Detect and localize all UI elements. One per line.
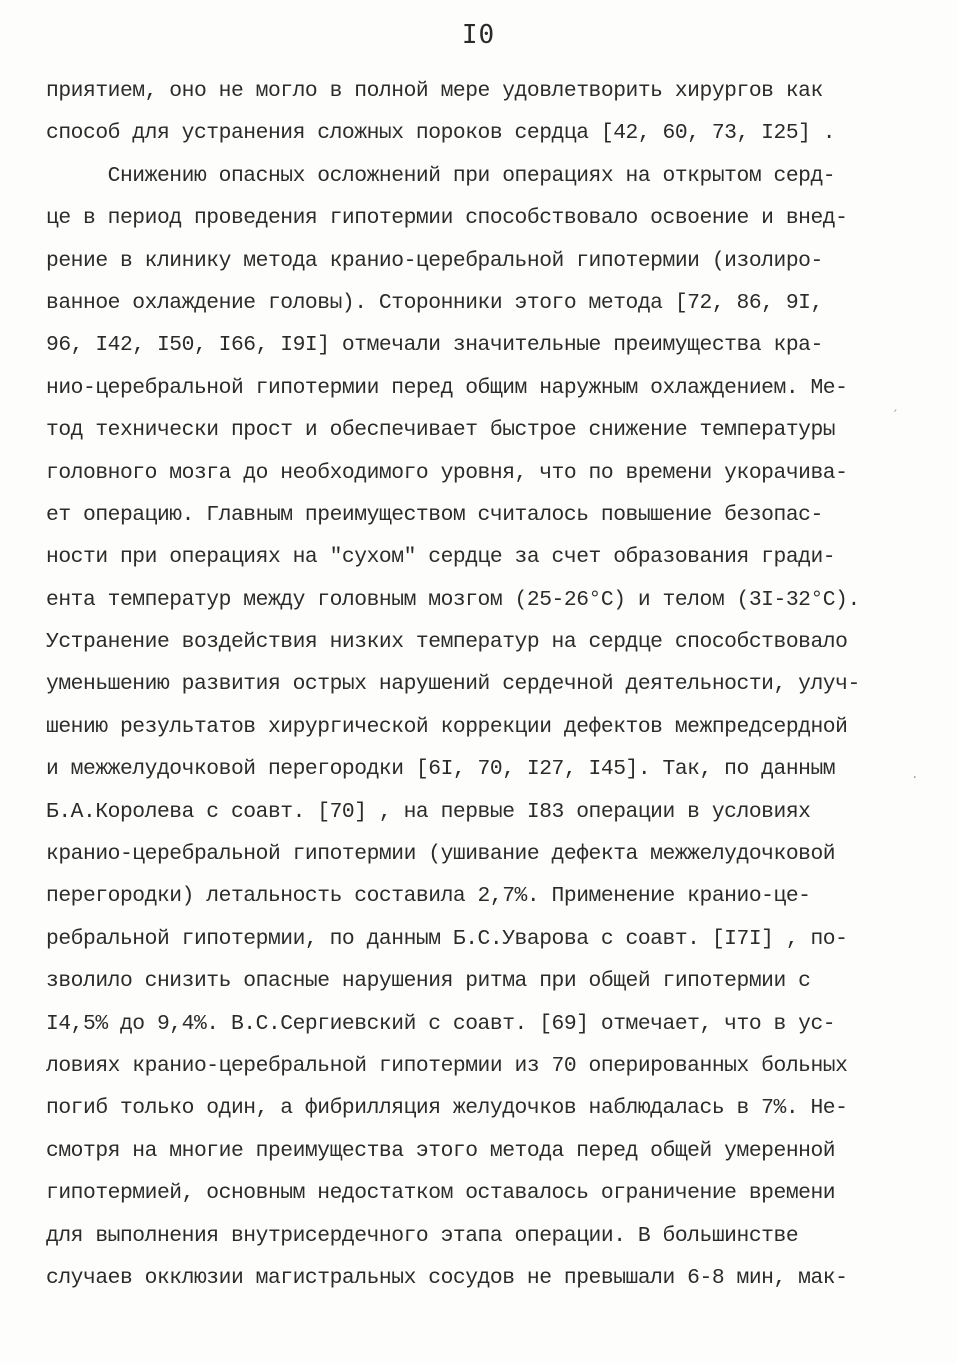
text-line: погиб только один, а фибрилляция желудочков наблюдалась в 7%. Не- [46, 1096, 848, 1121]
text-line: уменьшению развития острых нарушений сердечной деятельности, улуч- [46, 672, 860, 697]
text-line: нио-церебральной гипотермии перед общим наружным охлаждением. Ме- [46, 375, 848, 400]
text-line: ванное охлаждение головы). Сторонники этого метода [72, 86, 9I, [46, 290, 823, 315]
text-line: способ для устранения сложных пороков сердца [42, 60, 73, I25] . [46, 121, 836, 146]
text-line: ловиях кранио-церебральной гипотермии из 70 оперированных больных [46, 1053, 848, 1078]
text-line: Б.А.Королева с соавт. [70] , на первые I83 операции в условиях [46, 799, 811, 824]
text-line: ет операцию. Главным преимуществом считалось повышение безопас- [46, 502, 823, 527]
text-line: кранио-церебральной гипотермии (ушивание дефекта межжелудочковой [46, 842, 836, 867]
text-line: и межжелудочковой перегородки [6I, 70, I27, I45]. Так, по данным [46, 757, 836, 782]
text-line: для выполнения внутрисердечного этапа операции. В большинстве [46, 1223, 799, 1248]
text-line: Снижению опасных осложнений при операциях на открытом серд- [46, 163, 836, 188]
text-line: головного мозга до необходимого уровня, что по времени укорачива- [46, 460, 848, 485]
text-line: ности при операциях на "сухом" сердце за счет образования гради- [46, 545, 836, 570]
text-line: Устранение воздействия низких температур на сердце способствовало [46, 630, 848, 655]
text-line: смотря на многие преимущества этого метода перед общей умеренной [46, 1138, 836, 1163]
text-line: приятием, оно не могло в полной мере удовлетворить хирургов как [46, 79, 823, 103]
text-line: гипотермией, основным недостатком оставалось ограничение времени [46, 1181, 836, 1206]
page-number: I0 [461, 20, 496, 50]
text-line: шению результатов хирургической коррекции дефектов межпредсердной [46, 714, 848, 739]
text-line: тод технически прост и обеспечивает быстрое снижение температуры [46, 418, 836, 443]
text-line: перегородки) летальность составила 2,7%. Применение кранио-це- [46, 884, 811, 909]
text-line: це в период проведения гипотермии способствовало освоение и внед- [46, 206, 848, 231]
text-line: зволило снизить опасные нарушения ритма при общей гипотермии с [46, 969, 811, 994]
text-line: ента температур между головным мозгом (25-26°С) и телом (3I-32°С). [46, 587, 860, 612]
text-line: 96, I42, I50, I66, I9I] отмечали значительные преимущества кра- [46, 333, 823, 358]
text-line: I4,5% до 9,4%. В.С.Сергиевский с соавт. [69] отмечает, что в ус- [46, 1011, 836, 1036]
text-line: случаев окклюзии магистральных сосудов не превышали 6-8 мин, мак- [46, 1265, 848, 1290]
text-line: рение в клинику метода кранио-церебральной гипотермии (изолиро- [46, 248, 823, 273]
text-line: ребральной гипотермии, по данным Б.С.Уварова с соавт. [I7I] , по- [46, 926, 848, 951]
scan-artifact-mark: ′ [893, 408, 897, 424]
scan-artifact-mark: · [912, 770, 917, 786]
body-text [46, 70, 906, 1299]
